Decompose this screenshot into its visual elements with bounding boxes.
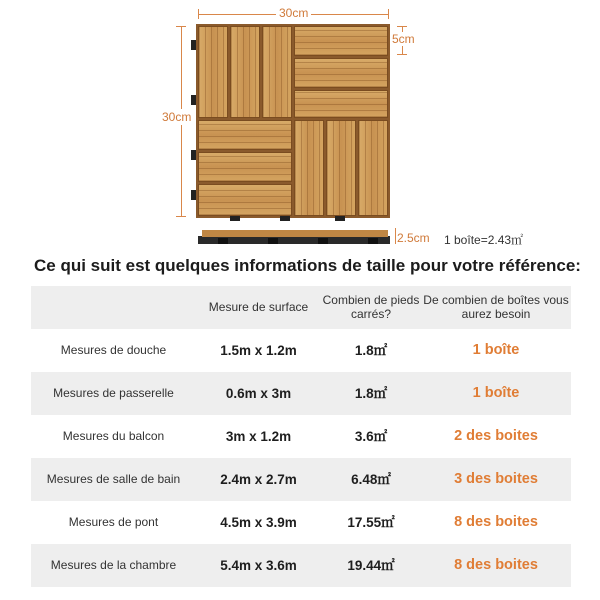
row-area-cell: 6.48㎡: [351, 471, 391, 487]
row-location-cell: Mesures de pont: [68, 514, 159, 529]
row-dimensions-cell: 0.6m x 3m: [225, 385, 292, 401]
clip: [191, 95, 196, 105]
plank: [294, 120, 324, 216]
plank: [198, 26, 228, 118]
thickness-dimension-line: [395, 228, 396, 244]
row-location-cell: Mesures de passerelle: [53, 385, 174, 400]
row-dimensions-cell: 5.4m x 3.6m: [220, 557, 297, 573]
row-dimensions-cell: 3m x 1.2m: [225, 428, 292, 444]
table-row: [31, 501, 571, 544]
box-coverage-note: 1 boîte=2.43㎡: [444, 233, 524, 247]
row-dimensions-cell: 1.5m x 1.2m: [220, 342, 297, 358]
row-boxes-cell: 3 des boites: [454, 471, 538, 488]
table-row: [31, 544, 571, 587]
table-row: [31, 329, 571, 372]
plank: [198, 120, 292, 150]
clip: [191, 150, 196, 160]
row-location-cell: Mesures de la chambre: [50, 557, 177, 572]
wood-tile: [196, 24, 390, 218]
row-location-cell: Mesures de douche: [60, 342, 167, 357]
row-location-cell: Mesures de salle de bain: [46, 471, 181, 486]
side-tooth: [218, 238, 228, 244]
plank: [294, 90, 388, 118]
row-boxes-cell: 8 des boites: [454, 557, 538, 574]
row-boxes-cell: 1 boîte: [472, 385, 520, 402]
side-wood: [202, 230, 388, 237]
header-cell-square-feet: Combien de pieds carrés?: [322, 292, 420, 321]
row-area-cell: 19.44㎡: [347, 557, 395, 573]
row-area-cell: 17.55㎡: [347, 514, 395, 530]
thickness-dimension-label: 2.5cm: [397, 231, 430, 245]
plank-dimension-tick-top: [397, 26, 407, 27]
tile-side-view: [198, 228, 390, 244]
width-dimension-tick-right: [388, 9, 389, 19]
table-row: [31, 372, 571, 415]
table-header-row: [31, 286, 571, 329]
width-dimension-label: 30cm: [276, 6, 311, 20]
row-area-cell: 1.8㎡: [354, 342, 388, 358]
plank-dimension-label: 5cm: [392, 32, 415, 46]
row-area-cell: 1.8㎡: [354, 385, 388, 401]
size-info-heading: Ce qui suit est quelques informations de taille pour votre référence:: [34, 256, 581, 275]
plank: [326, 120, 356, 216]
table-row: [31, 415, 571, 458]
side-tooth: [318, 238, 328, 244]
row-dimensions-cell: 2.4m x 2.7m: [220, 471, 297, 487]
plank: [198, 152, 292, 182]
header-cell-boxes: De combien de boîtes vous aurez besoin: [423, 292, 569, 321]
side-tooth: [268, 238, 278, 244]
clip: [230, 216, 240, 221]
side-tooth: [368, 238, 378, 244]
clip: [335, 216, 345, 221]
row-boxes-cell: 1 boîte: [472, 342, 520, 359]
size-table: [31, 286, 571, 587]
row-area-cell: 3.6㎡: [354, 428, 388, 444]
plank: [198, 184, 292, 216]
plank: [230, 26, 260, 118]
clip: [280, 216, 290, 221]
row-dimensions-cell: 4.5m x 3.9m: [220, 514, 297, 530]
height-dimension-tick-bottom: [176, 216, 186, 217]
row-boxes-cell: 8 des boites: [454, 514, 538, 531]
plank: [358, 120, 388, 216]
width-dimension-tick-left: [198, 9, 199, 19]
height-dimension-label: 30cm: [162, 110, 192, 124]
tile-illustration: [0, 0, 600, 250]
row-location-cell: Mesures du balcon: [62, 428, 165, 443]
clip: [191, 190, 196, 200]
plank: [294, 26, 388, 56]
height-dimension-tick-top: [176, 26, 186, 27]
plank: [294, 58, 388, 88]
header-cell-surface: Mesure de surface: [208, 299, 309, 314]
plank: [262, 26, 292, 118]
clip: [191, 40, 196, 50]
table-row: [31, 458, 571, 501]
row-boxes-cell: 2 des boites: [454, 428, 538, 445]
plank-dimension-tick-bottom: [397, 54, 407, 55]
